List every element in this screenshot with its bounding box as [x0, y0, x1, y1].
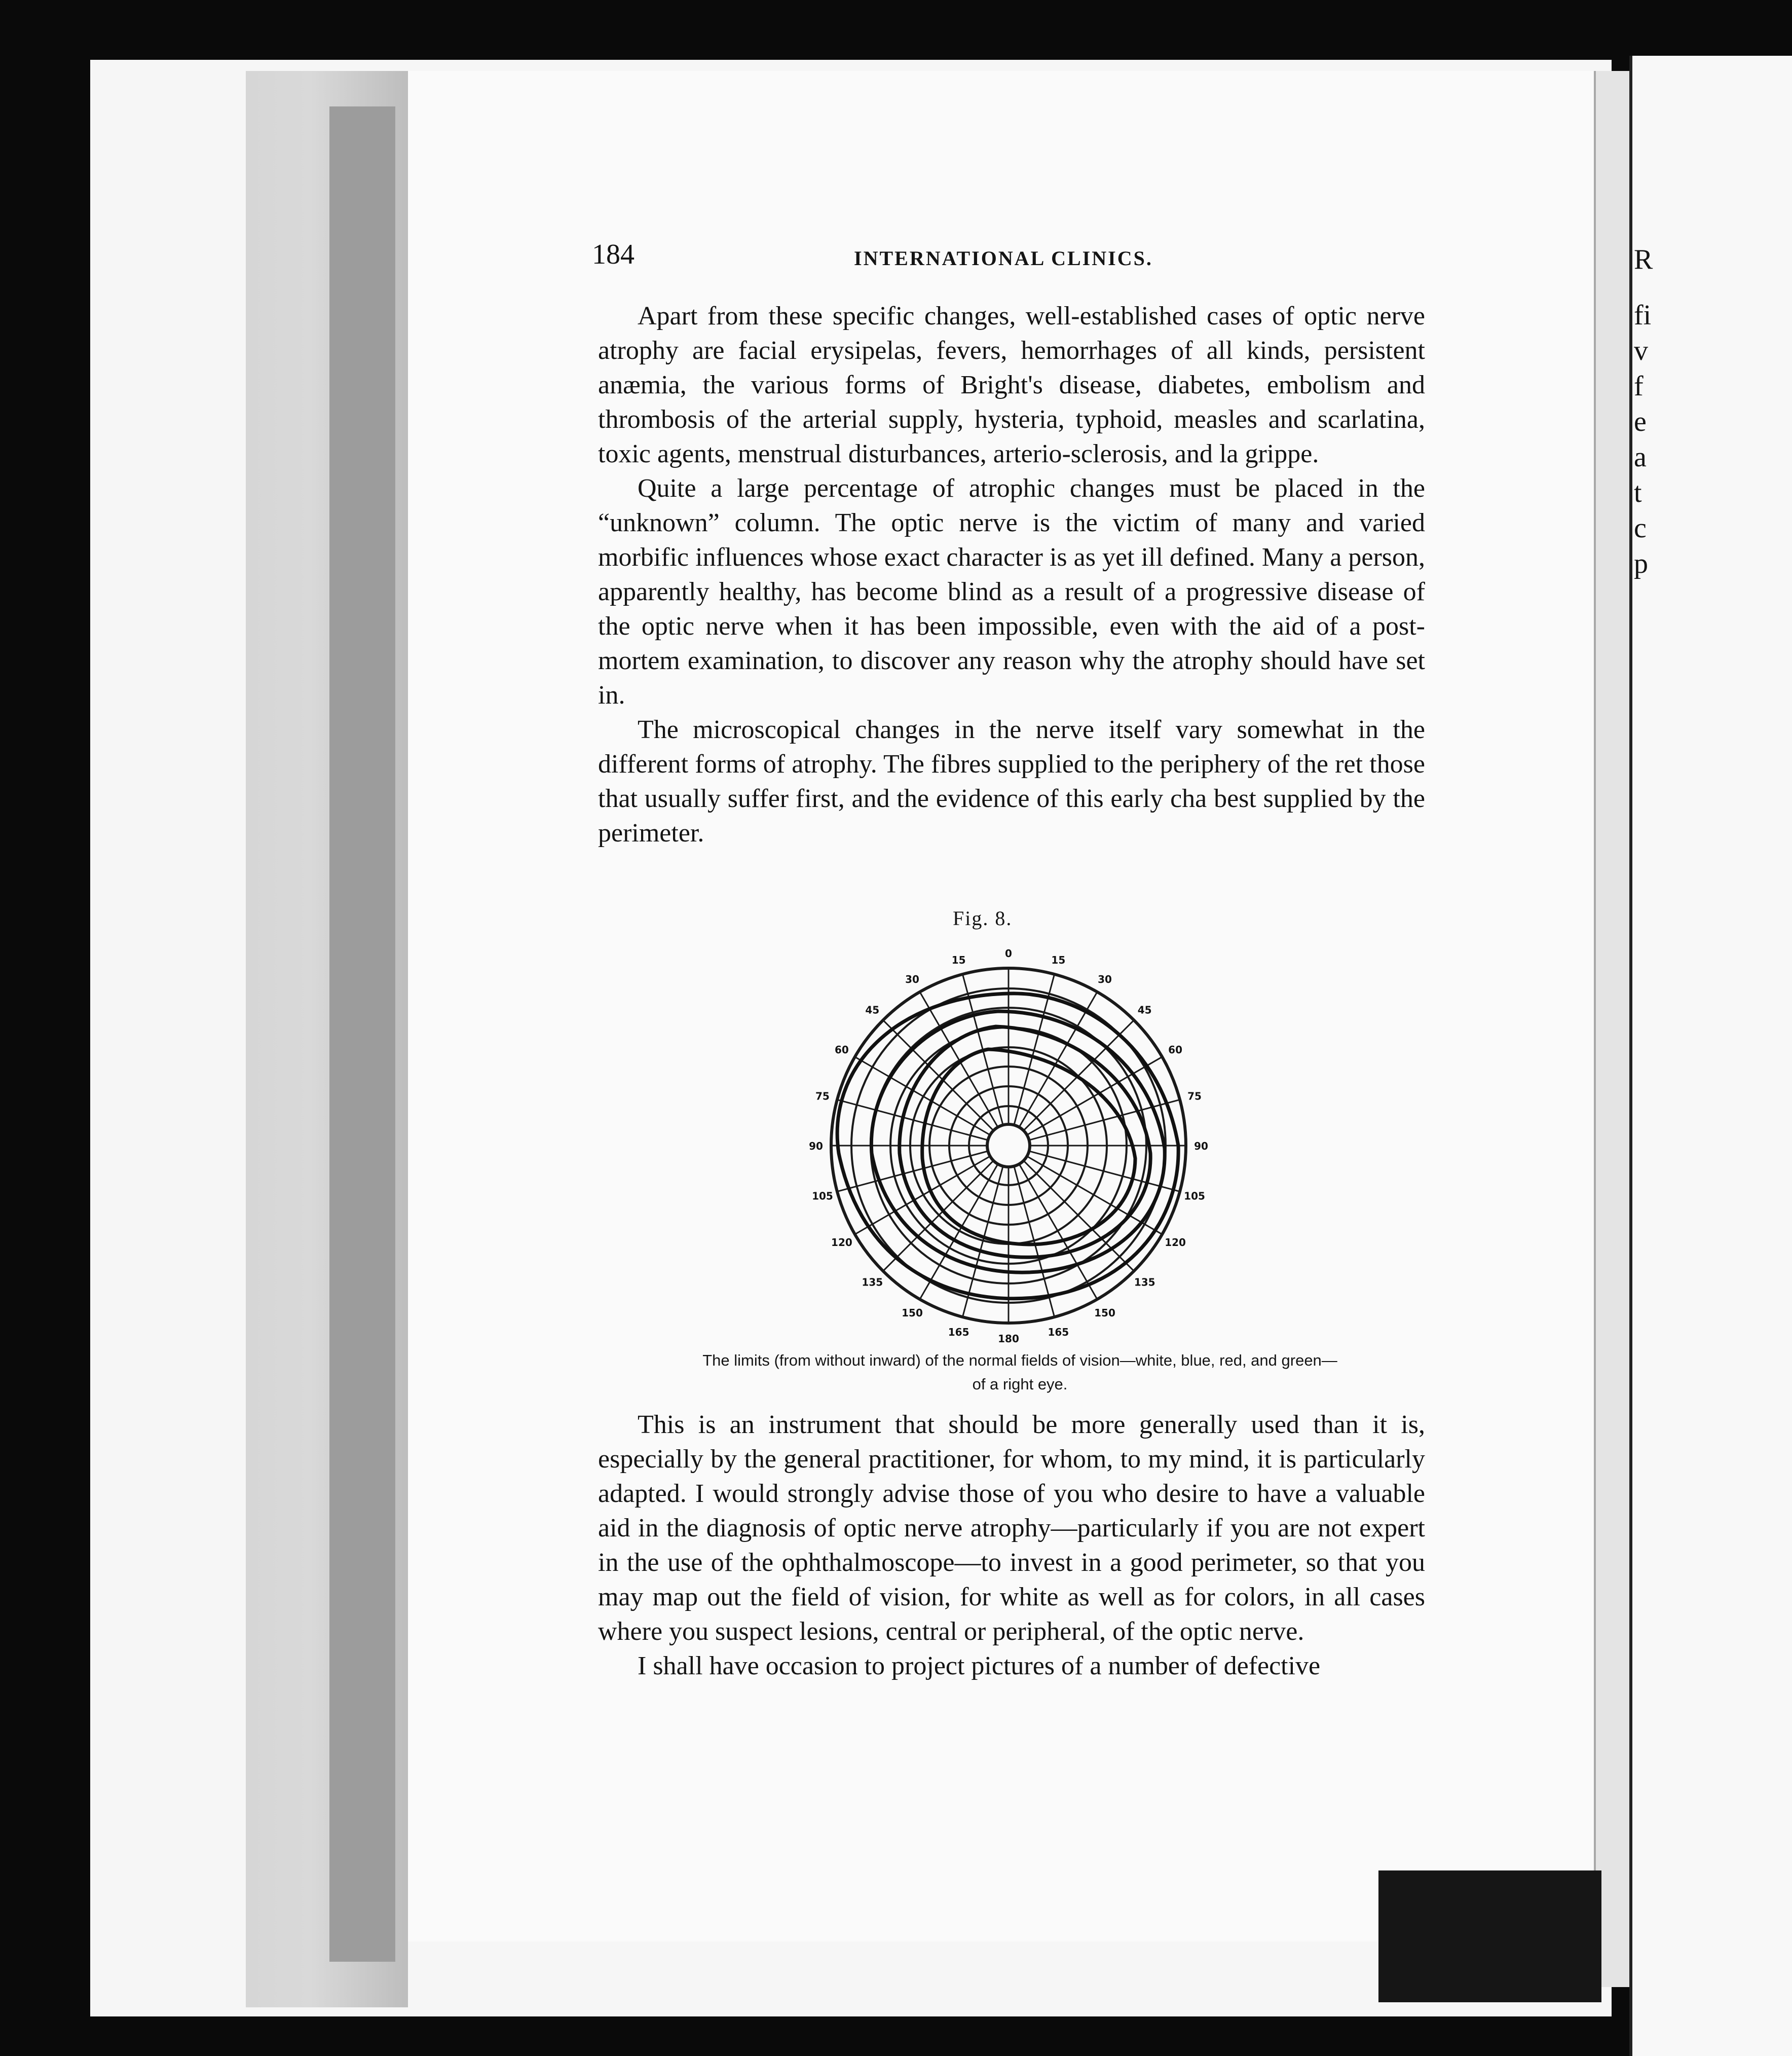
facing-page-letter: a — [1634, 442, 1647, 473]
paragraph: Apart from these specific changes, well-established cases of optic nerve atrophy are facial erysipelas, fevers, hemorrhages of all kinds, persistent anæmia, the various forms of Bright's disease, diabetes, embolism and thrombosis of the arterial supply, hysteria, typhoid, measles and scarlatina, toxic agents, menstrual disturbances, arterio-sclerosis, and la grippe. — [598, 302, 1425, 468]
field-limit-blue — [871, 1011, 1165, 1272]
degree-label: 135 — [862, 1276, 883, 1289]
paragraph: This is an instrument that should be more generally used than it is, especially by the general practitioner, for whom, to my mind, it is particularly adapted. I would strongly advise those of you who desire to have a valuable aid in the diagnosis of optic nerve atrophy—particularly if you are not expert in the use of the ophthalmoscope—to invest in a good perimeter, so that you may map out the field of vision, for white as well as for colors, in all cases where you suspect lesions, central or peripheral, of the optic nerve. — [598, 1410, 1425, 1646]
degree-label: 150 — [902, 1307, 923, 1319]
perimeter-chart — [796, 940, 1221, 1351]
scan-edge-dark — [1378, 1870, 1601, 2002]
degree-label: 30 — [1098, 973, 1112, 985]
facing-page-letter: fi — [1634, 300, 1652, 331]
degree-label: 150 — [1094, 1307, 1115, 1319]
running-head — [592, 238, 1428, 279]
degree-label: 60 — [834, 1044, 849, 1056]
page-number: 184 — [592, 239, 634, 270]
degree-label: 75 — [815, 1090, 830, 1103]
degree-label: 60 — [1168, 1044, 1183, 1056]
facing-page-letter: p — [1634, 548, 1648, 579]
body-text-bottom — [598, 1408, 1425, 1683]
body-text-top — [598, 299, 1425, 851]
facing-page-letter: t — [1634, 477, 1642, 508]
page-edge — [1594, 71, 1631, 1987]
facing-page-fragment — [1629, 56, 1792, 2056]
degree-label: 75 — [1187, 1090, 1202, 1103]
facing-page-letter: v — [1634, 335, 1648, 366]
figure-caption — [611, 1348, 1429, 1396]
degree-label: 165 — [948, 1326, 969, 1339]
meridian-line — [1024, 1161, 1134, 1271]
facing-page-letter: e — [1634, 406, 1647, 437]
meridian-line — [883, 1020, 994, 1131]
degree-label: 90 — [1194, 1140, 1208, 1152]
degree-label: 30 — [905, 973, 919, 985]
degree-label: 45 — [1137, 1004, 1152, 1016]
degree-label: 45 — [865, 1004, 880, 1016]
book-gutter-dark-strip — [329, 106, 395, 1962]
degree-label: 120 — [831, 1236, 852, 1249]
facing-page-letter: c — [1634, 512, 1647, 544]
figure-label: Fig. 8. — [953, 907, 1013, 930]
running-title: INTERNATIONAL CLINICS. — [854, 247, 1153, 270]
degree-label: 15 — [951, 953, 966, 966]
paragraph: I shall have occasion to project pictures of a number of defective — [638, 1651, 1321, 1680]
caption-line: of a right eye. — [972, 1375, 1068, 1393]
degree-label: 135 — [1134, 1276, 1155, 1289]
degree-label: 105 — [1184, 1190, 1205, 1202]
paragraph: Quite a large percentage of atrophic changes must be placed in the “unknown” column. The optic nerve is the victim of many and varied morbific influences whose exact character is as yet ill defined. Many a person, apparently healthy, has become blind as a result of a progressive disease of the optic nerve when it has been impossible, even with the aid of a post-mortem examination, to discover any reason why the atrophy should have set in. — [598, 474, 1425, 710]
facing-page-letter: f — [1634, 371, 1644, 402]
caption-line: The limits (from without inward) of the normal fields of vision—white, blue, red, and green— — [702, 1351, 1337, 1369]
degree-label: 180 — [998, 1333, 1019, 1345]
field-circle-10 — [987, 1124, 1030, 1167]
degree-label: 120 — [1165, 1236, 1186, 1249]
degree-label: 15 — [1051, 953, 1066, 966]
degree-label: 165 — [1048, 1326, 1069, 1339]
facing-page-letter: R — [1634, 244, 1653, 275]
degree-label: 90 — [809, 1140, 823, 1152]
degree-label: 105 — [812, 1190, 833, 1202]
degree-label: 0 — [1005, 947, 1012, 960]
paragraph: The microscopical changes in the nerve itself vary somewhat in the different forms of atrophy. The fibres supplied to the periphery of the ret those that usually suffer first, and the evidence of this early cha best supplied by the perimeter. — [598, 715, 1425, 848]
